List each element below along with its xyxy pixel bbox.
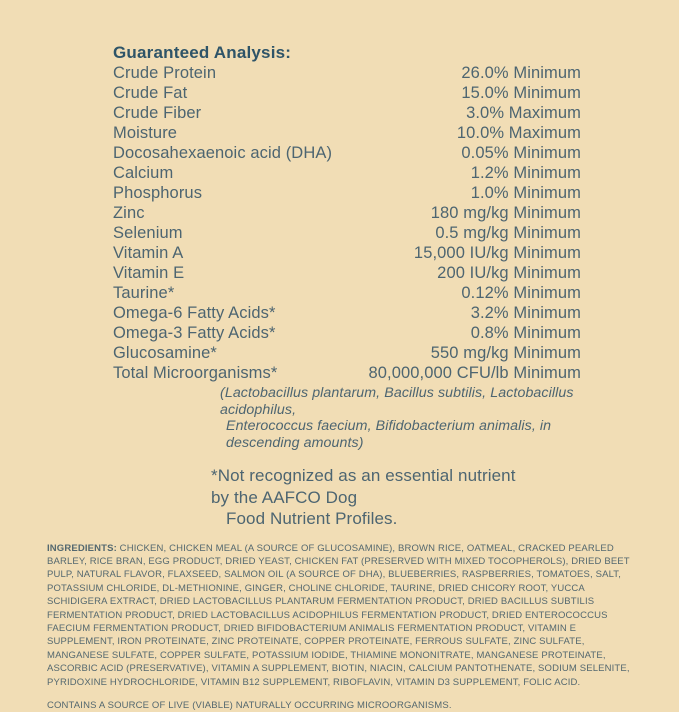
ga-row — [113, 363, 581, 383]
ga-row-label: Crude Fat — [113, 84, 188, 102]
aafco-footnote-line1: *Not recognized as an essential nutrient by the AAFCO Dog — [211, 466, 516, 507]
ga-row — [113, 183, 581, 203]
ga-row-value: 1.0% Minimum — [470, 184, 581, 202]
ga-row — [113, 263, 581, 283]
aafco-footnote — [211, 465, 521, 530]
ga-row-value: 180 mg/kg Minimum — [430, 204, 581, 222]
ga-row-value: 200 IU/kg Minimum — [437, 264, 581, 282]
ga-row — [113, 123, 581, 143]
ga-row-value: 26.0% Minimum — [461, 64, 581, 82]
ga-row — [113, 63, 581, 83]
ga-row-value: 15.0% Minimum — [461, 84, 581, 102]
guaranteed-analysis-title: Guaranteed Analysis: — [113, 43, 292, 62]
ingredients-text: CHICKEN, CHICKEN MEAL (A SOURCE OF GLUCOSAMINE), BROWN RICE, OATMEAL, CRACKED PEARLED BARLEY, RICE BRAN, EGG PRODUCT, DRIED YEAST, CHICKEN FAT (PRESERVED WITH MIXED TOCOPHEROLS), DRIED BEET PULP, NATURAL FLAVOR, FLAXSEED, SALMON OIL (A SOURCE OF DHA), BLUEBERRIES, RASPBERRIES, TOMATOES, SALT, POTASSIUM CHLORIDE, DL-METHIONINE, GINGER, CHOLINE CHLORIDE, TAURINE, DRIED CHICORY ROOT, YUCCA SCHIDIGERA EXTRACT, DRIED LACTOBACILLUS PLANTARUM FERMENTATION PRODUCT, DRIED BACILLUS SUBTILIS FERMENTATION PRODUCT, DRIED LACTOBACILLUS ACIDOPHILUS FERMENTATION PRODUCT, DRIED ENTEROCOCCUS FAECIUM FERMENTATION PRODUCT, DRIED BIFIDOBACTERIUM ANIMALIS FERMENTATION PRODUCT, VITAMIN E SUPPLEMENT, IRON PROTEINATE, ZINC PROTEINATE, COPPER PROTEINATE, FERROUS SULFATE, ZINC SULFATE, MANGANESE SULFATE, COPPER SULFATE, POTASSIUM IODIDE, THIAMINE MONONITRATE, MANGANESE PROTEINATE, ASCORBIC ACID (PRESERVATIVE), VITAMIN A SUPPLEMENT, BIOTIN, NIACIN, CALCIUM PANTOTHENATE, SODIUM SELENITE, PYRIDOXINE HYDROCHLORIDE, VITAMIN B12 SUPPLEMENT, RIBOFLAVIN, VITAMIN D3 SUPPLEMENT, FOLIC ACID. — [47, 542, 630, 688]
ga-row-value: 550 mg/kg Minimum — [430, 344, 581, 362]
ga-row-value: 0.12% Minimum — [461, 284, 581, 302]
ga-row-value: 1.2% Minimum — [470, 164, 581, 182]
ga-row-label: Total Microorganisms* — [113, 364, 278, 382]
ga-row-label: Zinc — [113, 204, 145, 222]
ga-row-label: Vitamin E — [113, 264, 185, 282]
ga-row-label: Vitamin A — [113, 244, 184, 262]
ga-row-value: 80,000,000 CFU/lb Minimum — [368, 364, 581, 382]
ga-row — [113, 83, 581, 103]
microorganisms-species-line2: Enterococcus faecium, Bifidobacterium animalis, in descending amounts) — [226, 418, 552, 451]
ga-row — [113, 343, 581, 363]
ga-row-label: Taurine* — [113, 284, 175, 302]
microorganisms-species-line1: (Lactobacillus plantarum, Bacillus subtilis, Lactobacillus acidophilus, — [220, 385, 574, 418]
ga-row-label: Crude Protein — [113, 64, 217, 82]
microorganisms-species-note — [220, 385, 581, 451]
ga-row-value: 3.0% Maximum — [466, 104, 581, 122]
ga-row-label: Docosahexaenoic acid (DHA) — [113, 144, 333, 162]
ga-row-label: Calcium — [113, 164, 174, 182]
ga-row-value: 0.8% Minimum — [470, 324, 581, 342]
ga-row — [113, 243, 581, 263]
ga-row-label: Crude Fiber — [113, 104, 202, 122]
ga-row-label: Glucosamine* — [113, 344, 217, 362]
ga-row-label: Phosphorus — [113, 184, 203, 202]
ga-row — [113, 323, 581, 343]
ga-row-label: Moisture — [113, 124, 178, 142]
ga-row — [113, 223, 581, 243]
ga-row — [113, 163, 581, 183]
ga-row-value: 0.5 mg/kg Minimum — [435, 224, 581, 242]
ga-row-label: Omega-6 Fatty Acids* — [113, 304, 276, 322]
ga-row-label: Omega-3 Fatty Acids* — [113, 324, 276, 342]
contains-note: CONTAINS A SOURCE OF LIVE (VIABLE) NATURALLY OCCURRING MICROORGANISMS. — [47, 699, 452, 711]
ingredients-label: INGREDIENTS: — [47, 542, 117, 554]
ga-row-label: Selenium — [113, 224, 183, 242]
ga-row-value: 3.2% Minimum — [470, 304, 581, 322]
ga-row — [113, 203, 581, 223]
ga-row-value: 15,000 IU/kg Minimum — [413, 244, 581, 262]
ga-row — [113, 283, 581, 303]
guaranteed-analysis-table — [113, 63, 581, 383]
ga-row-value: 10.0% Maximum — [456, 124, 581, 142]
ga-row — [113, 143, 581, 163]
ga-row-value: 0.05% Minimum — [461, 144, 581, 162]
ga-row — [113, 303, 581, 323]
aafco-footnote-line2: Food Nutrient Profiles. — [226, 509, 398, 528]
ingredients-paragraph — [47, 542, 635, 689]
ga-row — [113, 103, 581, 123]
